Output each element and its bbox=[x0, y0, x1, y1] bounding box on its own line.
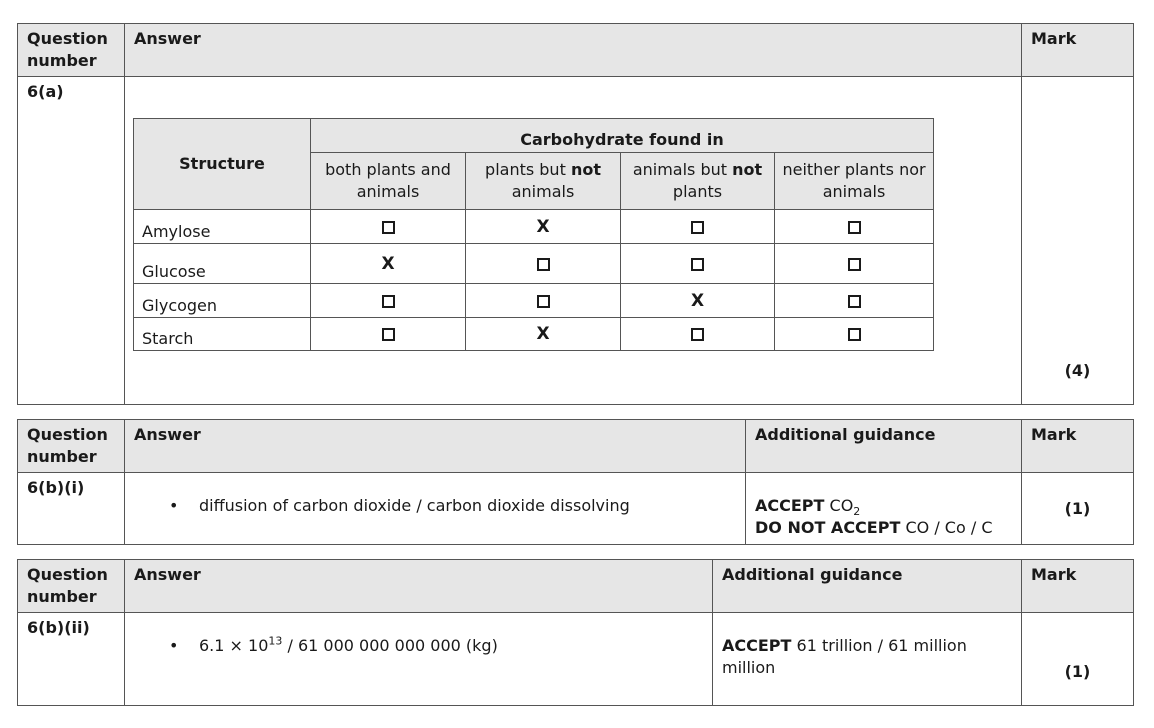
mark-6bii: (1) bbox=[1022, 613, 1134, 706]
col-plants-not-animals: plants but not animals bbox=[466, 153, 621, 210]
cross-mark: X bbox=[536, 216, 550, 237]
header-answer: Answer bbox=[125, 420, 746, 473]
question-number-6bi: 6(b)(i) bbox=[18, 473, 125, 545]
structure-row bbox=[134, 318, 934, 351]
header-question-number: Question number bbox=[18, 420, 125, 473]
empty-checkbox-cell bbox=[621, 210, 775, 244]
carbohydrate-found-in-header: Carbohydrate found in bbox=[311, 119, 934, 153]
header-mark: Mark bbox=[1022, 24, 1134, 77]
mark-6bi: (1) bbox=[1022, 473, 1134, 545]
structure-row bbox=[134, 244, 934, 284]
empty-checkbox-cell bbox=[621, 244, 775, 284]
header-additional-guidance: Additional guidance bbox=[746, 420, 1022, 473]
structure-row bbox=[134, 210, 934, 244]
checkbox-icon bbox=[691, 328, 704, 341]
header-question-number: Question number bbox=[18, 560, 125, 613]
cross-mark-cell bbox=[466, 318, 621, 351]
checkbox-icon bbox=[848, 295, 861, 308]
empty-checkbox-cell bbox=[311, 284, 466, 318]
structure-header: Structure bbox=[134, 119, 311, 210]
checkbox-icon bbox=[382, 295, 395, 308]
checkbox-icon bbox=[382, 221, 395, 234]
checkbox-icon bbox=[848, 258, 861, 271]
mark-6a: (4) bbox=[1022, 77, 1134, 405]
col-neither: neither plants nor animals bbox=[775, 153, 934, 210]
empty-checkbox-cell bbox=[621, 318, 775, 351]
answer-cell-6bii bbox=[125, 613, 713, 706]
cross-mark: X bbox=[536, 324, 550, 344]
bullet-icon: • bbox=[169, 636, 179, 655]
cross-mark-cell bbox=[621, 284, 775, 318]
structure-name: Starch bbox=[134, 318, 311, 351]
cross-mark: X bbox=[381, 253, 395, 274]
col-animals-not-plants: animals but not plants bbox=[621, 153, 775, 210]
carbohydrate-table bbox=[133, 118, 934, 351]
header-mark: Mark bbox=[1022, 420, 1134, 473]
checkbox-icon bbox=[382, 328, 395, 341]
answer-text-6bii: $6.1 \times 10^{13} / 61$ 000 000 000 000 (kg) bbox=[199, 634, 498, 655]
structure-name: Glucose bbox=[134, 244, 311, 284]
checkbox-icon bbox=[537, 258, 550, 271]
header-question-number: Question number bbox=[18, 24, 125, 77]
structure-name: Amylose bbox=[134, 210, 311, 244]
cross-mark-cell bbox=[466, 210, 621, 244]
checkbox-icon bbox=[691, 221, 704, 234]
header-answer: Answer bbox=[125, 24, 1022, 77]
empty-checkbox-cell bbox=[466, 244, 621, 284]
empty-checkbox-cell bbox=[311, 210, 466, 244]
cross-mark-cell bbox=[311, 244, 466, 284]
empty-checkbox-cell bbox=[466, 284, 621, 318]
guidance-cell-6bi: ACCEPT $CO_2$ DO NOT ACCEPT CO / Co / C bbox=[746, 473, 1022, 545]
question-number-6a: 6(a) bbox=[18, 77, 125, 405]
bullet-icon: • bbox=[169, 496, 179, 515]
empty-checkbox-cell bbox=[775, 318, 934, 351]
cross-mark: X bbox=[690, 290, 705, 311]
question-number-6bii: 6(b)(ii) bbox=[18, 613, 125, 706]
guidance-cell-6bii: ACCEPT 61 trillion / 61 million million bbox=[713, 613, 1022, 706]
empty-checkbox-cell bbox=[775, 244, 934, 284]
checkbox-icon bbox=[537, 295, 550, 308]
checkbox-icon bbox=[848, 221, 861, 234]
question-6bi-table bbox=[17, 419, 1134, 545]
structure-row bbox=[134, 284, 934, 318]
header-mark: Mark bbox=[1022, 560, 1134, 613]
empty-checkbox-cell bbox=[311, 318, 466, 351]
checkbox-icon bbox=[848, 328, 861, 341]
answer-cell-6bi bbox=[125, 473, 746, 545]
empty-checkbox-cell bbox=[775, 284, 934, 318]
checkbox-icon bbox=[691, 258, 704, 271]
answer-text-6bi: diffusion of carbon dioxide / carbon dioxide dissolving bbox=[199, 496, 630, 515]
col-both: both plants and animals bbox=[311, 153, 466, 210]
structure-name: Glycogen bbox=[134, 284, 311, 318]
empty-checkbox-cell bbox=[775, 210, 934, 244]
header-answer: Answer bbox=[125, 560, 713, 613]
question-6bii-table bbox=[17, 559, 1134, 706]
header-additional-guidance: Additional guidance bbox=[713, 560, 1022, 613]
